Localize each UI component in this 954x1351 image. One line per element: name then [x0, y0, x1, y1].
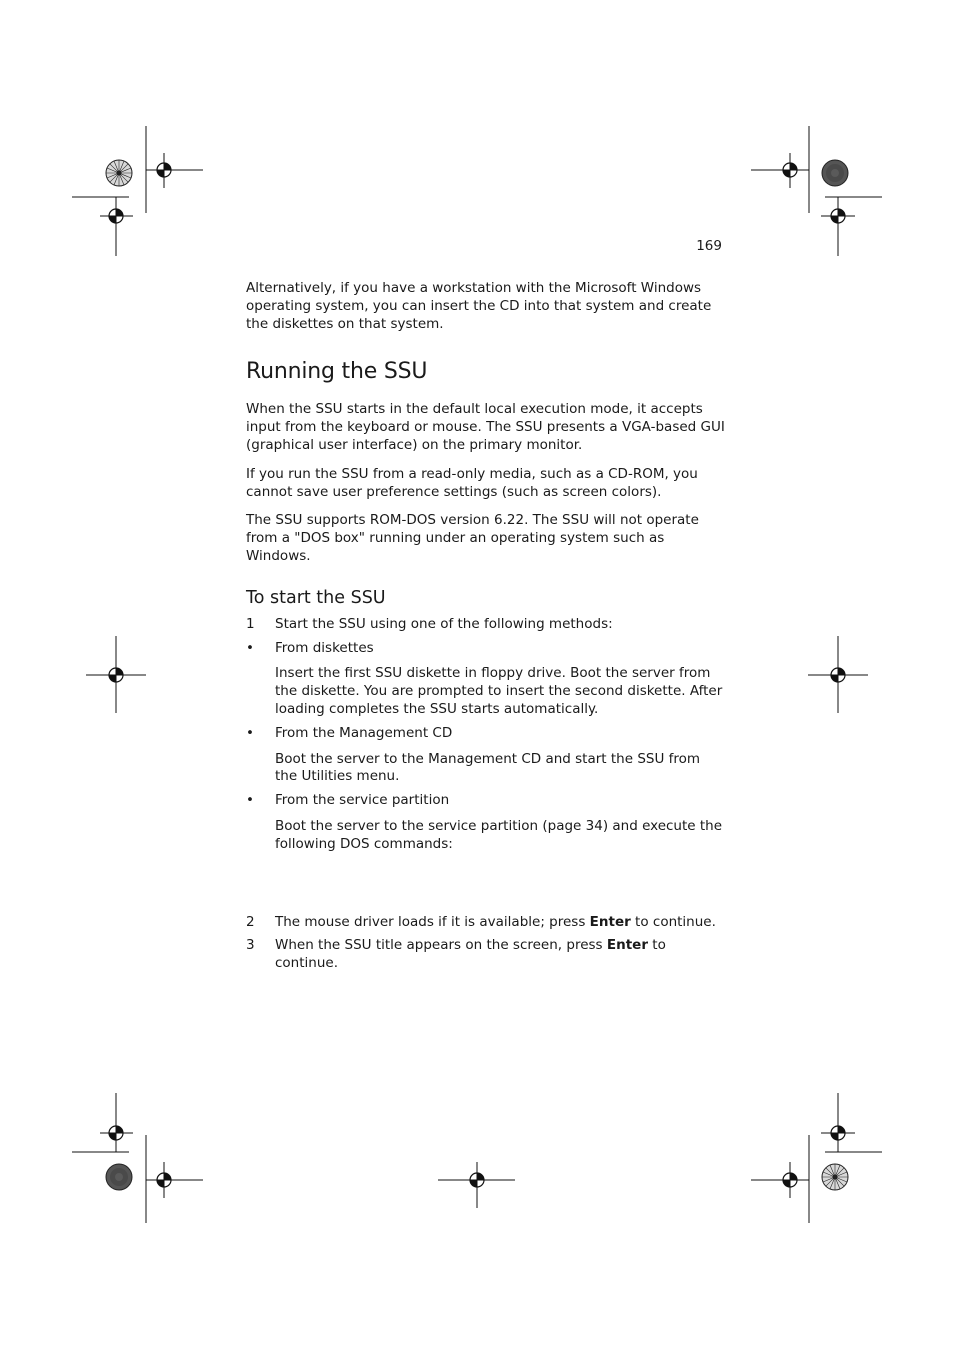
method-label: From the Management CD [275, 724, 453, 741]
section-title: Running the SSU [246, 359, 428, 385]
color-bar-icon [822, 160, 848, 186]
method-detail: Boot the server to the service partition (page 34) and execute the following DOS commands: [275, 817, 723, 852]
step-number: 3 [246, 937, 255, 954]
color-bar-icon [106, 160, 132, 186]
enter-key: Enter [589, 913, 631, 930]
crop-mark [72, 1093, 203, 1223]
body-paragraph: If you run the SSU from a read-only media, such as a CD-ROM, you cannot save user preference settings (such as screen colors). [246, 465, 698, 500]
bullet-icon: • [246, 639, 254, 656]
step-text-before: The mouse driver loads if it is available; press [275, 913, 590, 930]
color-bar-icon [106, 1164, 132, 1190]
enter-key: Enter [606, 937, 648, 954]
registration-mark-icon [831, 668, 845, 682]
crop-mark [72, 126, 203, 256]
bullet-icon: • [246, 792, 254, 809]
crop-mark [751, 126, 882, 256]
body-paragraph: When the SSU starts in the default local execution mode, it accepts input from the keyboard or mouse. The SSU presents a VGA-based GUI (graphical user interface) on the primary monitor. [246, 401, 725, 453]
registration-mark-icon [831, 209, 845, 223]
registration-mark-icon [470, 1173, 484, 1187]
registration-mark-icon [109, 668, 123, 682]
method-detail: Insert the first SSU diskette in floppy drive. Boot the server from the diskette. You are prompted to insert the second diskette. After loading completes the SSU starts automatically. [275, 665, 723, 717]
color-bar-icon [822, 1164, 848, 1190]
method-detail: Boot the server to the Management CD and start the SSU from the Utilities menu. [275, 750, 701, 785]
page-number: 169 [696, 238, 722, 254]
registration-mark-icon [157, 1173, 171, 1187]
crop-mark [751, 1093, 882, 1223]
intro-paragraph: Alternatively, if you have a workstation with the Microsoft Windows operating system, you can insert the CD into that system and create the diskettes on that system. [246, 280, 712, 332]
step-number: 2 [246, 913, 255, 930]
registration-mark-icon [157, 163, 171, 177]
body-paragraph: The SSU supports ROM-DOS version 6.22. The SSU will not operate from a "DOS box" running under an operating system such as Windows. [246, 512, 699, 564]
registration-mark-icon [831, 1126, 845, 1140]
subsection-title: To start the SSU [246, 587, 386, 608]
step-text-after: to continue. [275, 937, 666, 972]
method-label: From diskettes [275, 639, 374, 656]
step-text-before: When the SSU title appears on the screen, press [275, 937, 607, 954]
step-text-after: to continue. [630, 913, 716, 930]
registration-mark-icon [783, 1173, 797, 1187]
step-number: 1 [246, 615, 255, 632]
crop-mark [86, 636, 868, 713]
registration-mark-icon [783, 163, 797, 177]
method-label: From the service partition [275, 792, 450, 809]
bullet-icon: • [246, 724, 254, 741]
step-text: Start the SSU using one of the following methods: [275, 615, 613, 632]
registration-mark-icon [109, 209, 123, 223]
registration-mark-icon [109, 1126, 123, 1140]
